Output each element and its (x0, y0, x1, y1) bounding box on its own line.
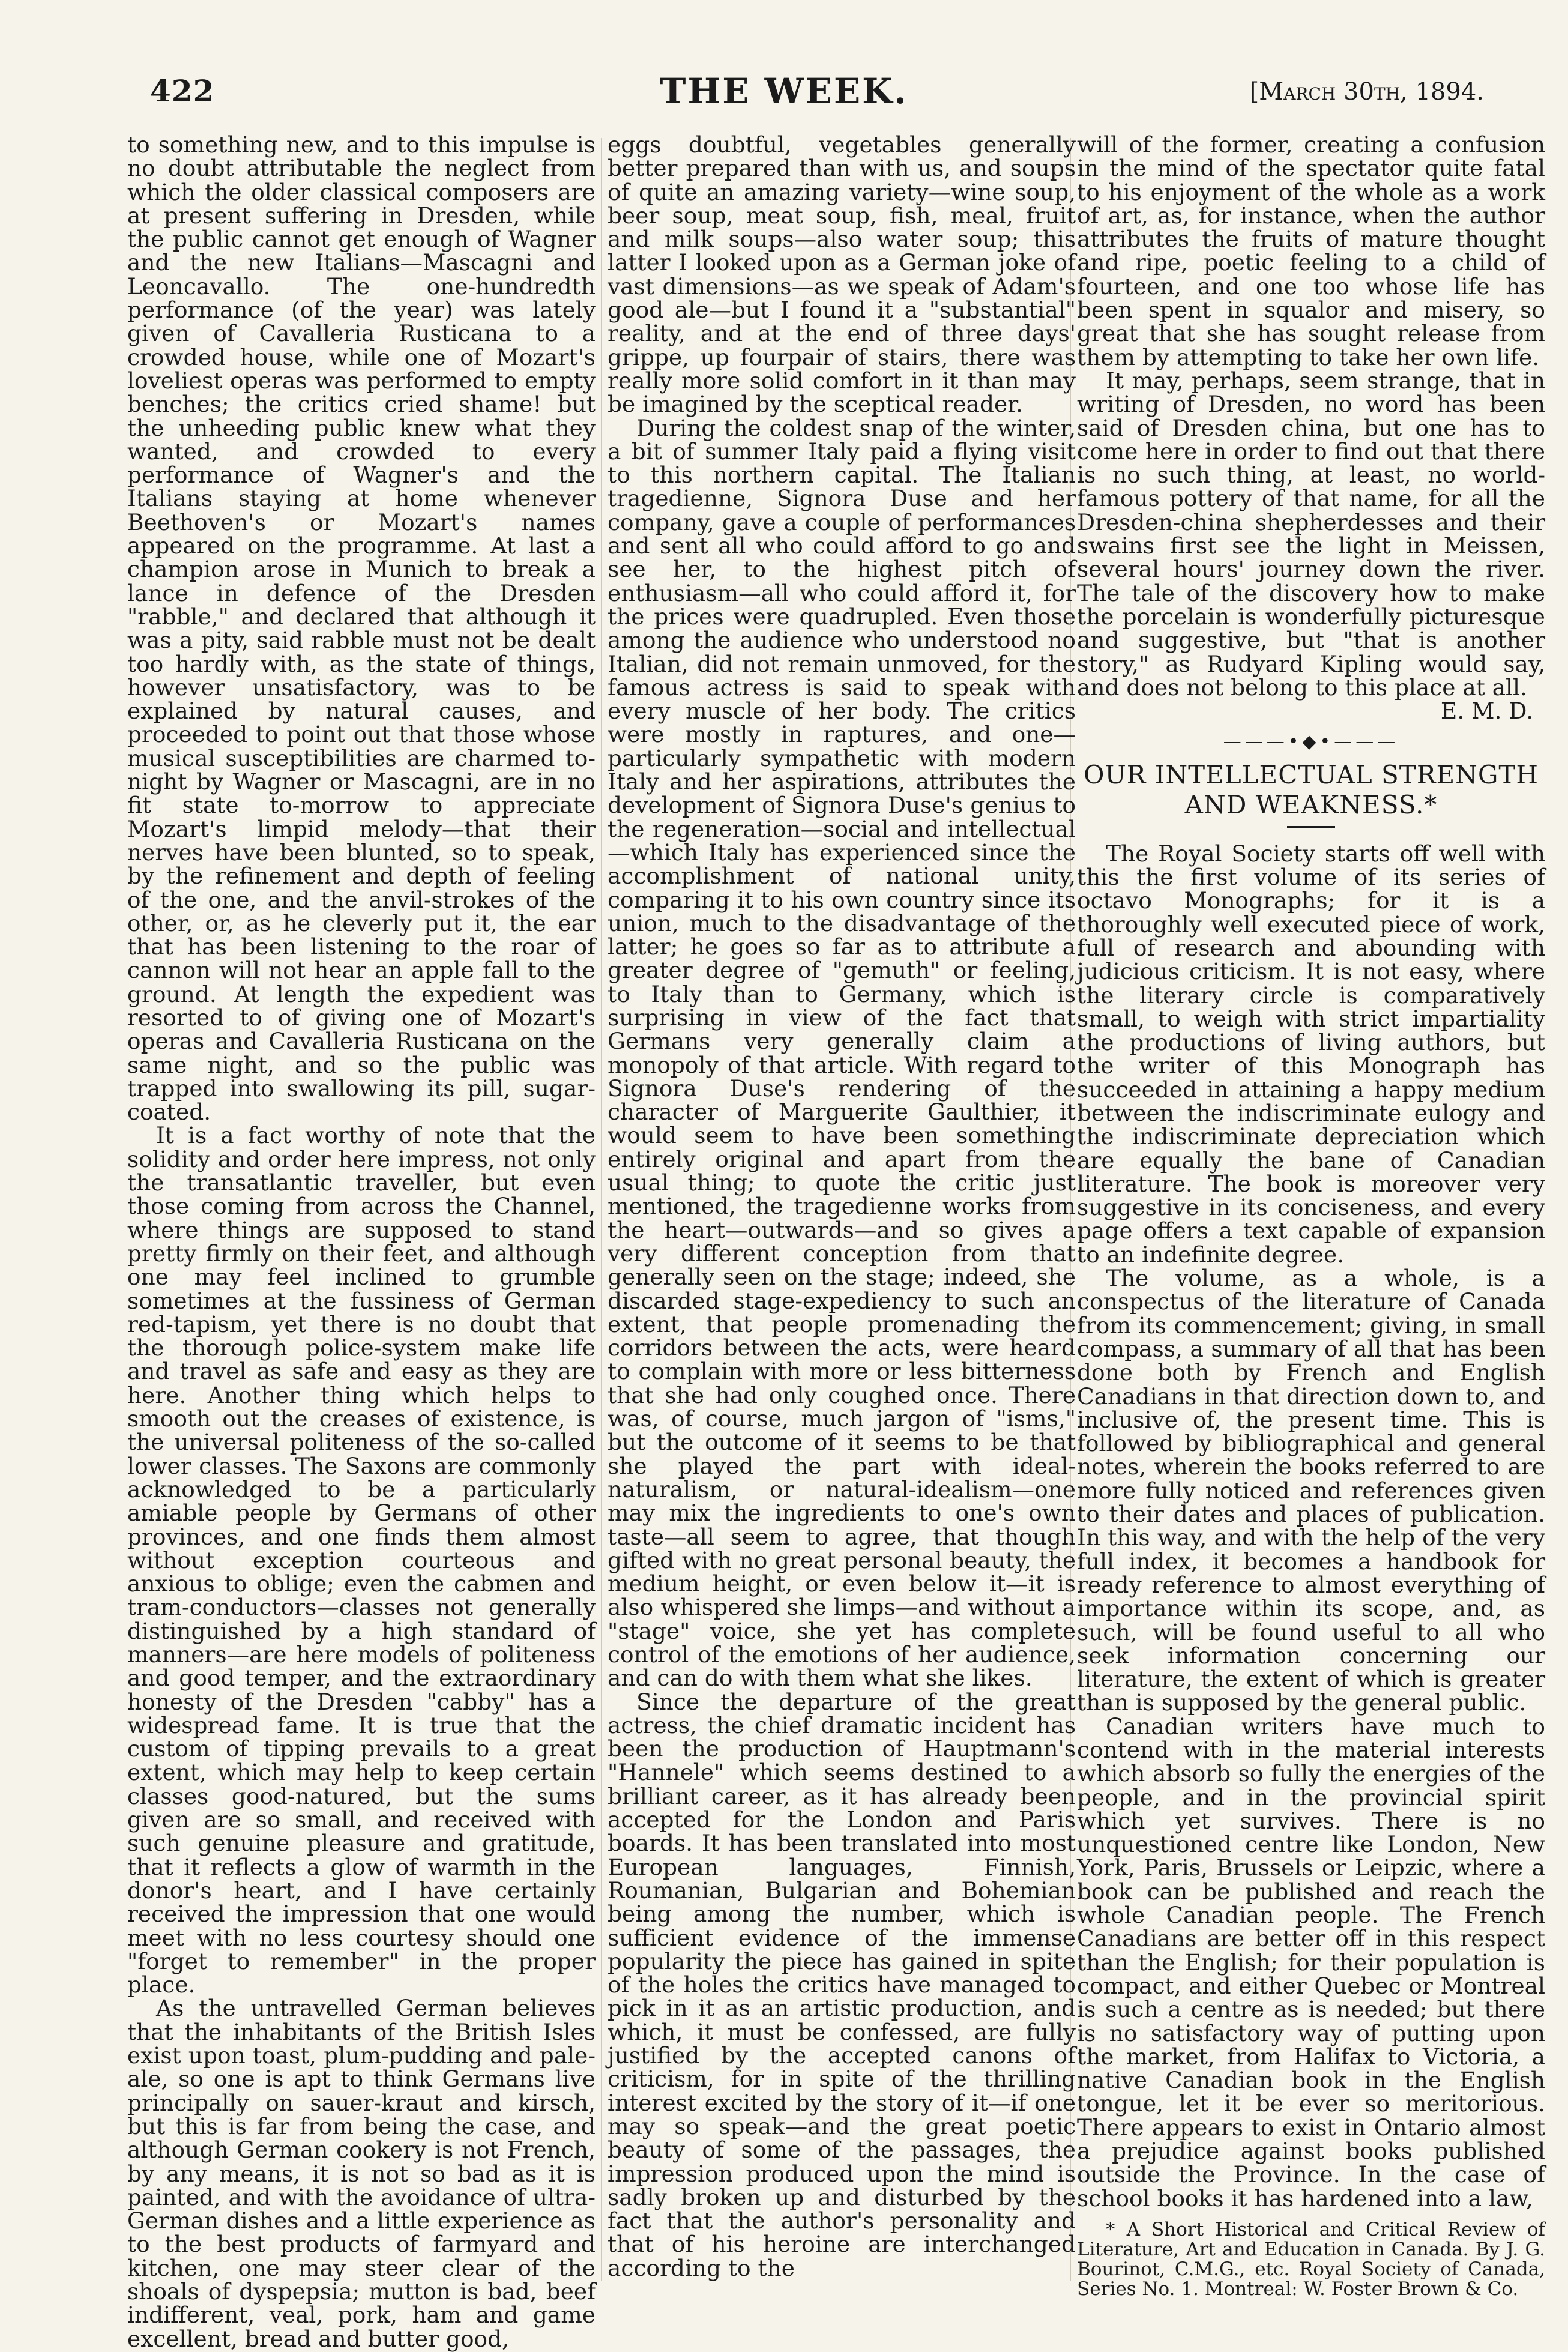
column-divider (601, 138, 602, 2281)
paragraph-politeness: It is a fact worthy of note that the solidity and order here impress, not only the transatlantic traveller, but even those coming from across the Channel, where things are supposed to stand pretty firmly on their feet, and although one may feel inclined to grumble sometimes at the fussiness of German red-tapism, yet there is no doubt that the thorough police-system make life and travel as safe and easy as they are here. Another thing which helps to smooth out the creases of existence, is the universal politeness of the so-called lower classes. The Saxons are commonly acknowledged to be a particularly amiable people by Germans of other provinces, and one finds them almost without exception courteous and anxious to oblige; even the cabmen and tram-conductors—classes not generally distinguished by a high standard of manners—are here models of politeness and good temper, and the extraordinary honesty of the Dresden "cabby" has a widespread fame. It is true that the custom of tipping prevails to a great extent, which may help to keep certain classes good-natured, but the sums given are so small, and received with such genuine pleasure and gratitude, that it reflects a glow of warmth in the donor's heart, and I have certainly received the impression that one would meet with no less courtesy should one "forget to remember" in the proper place. (127, 1122, 596, 1998)
paragraph-hannele: Since the departure of the great actress, the chief dramatic incident has been the production of Hauptmann's "Hannele" which seems destined to a brilliant career, as it has already been accepted for the London and Paris boards. It has been translated into most European languages, Finnish, Roumanian, Bulgarian and Bohemian being among the number, which is sufficient evidence of the immense popularity the piece has gained in spite of the holes the critics have managed to pick in it as an artistic production, and which, it must be confessed, are fully justified by the accepted canons of criticism, for in spite of the thrilling interest excited by the story of it—if one may so speak—and the great poetic beauty of some of the passages, the impression produced upon the mind is sadly broken up and disturbed by the fact that the author's personality and that of his heroine are interchanged according to the (608, 1688, 1076, 2281)
title-rule (1287, 826, 1335, 828)
paragraph-royal-society: The Royal Society starts off well with this the first volume of its series of octavo Monographs; for it is a thoroughly well executed piece of work, full of research and abounding with judicious criticism. It is not easy, where the literary circle is comparatively small, to weigh with strict impartiality the productions of living authors, but the writer of this Monograph has succeeded in attaining a happy medium between the indiscriminate eulogy and the indiscriminate depreciation which are equally the bane of Canadian literature. The book is moreover very suggestive in its conciseness, and every page offers a text capable of expansion to an indefinite degree. (1077, 840, 1545, 1268)
paragraph-conspectus: The volume, as a whole, is a conspectus of the literature of Canada from its commencement; giving, in small compass, a summary of all that has been done both by French and English Canadians in that direction down to, and inclusive of, the present time. This is followed by bibliographical and general notes, wherein the books referred to are more fully noticed and references given to their dates and places of publication. In this way, and with the help of the very full index, it becomes a handbook for ready reference to almost everything of importance within its scope, and, as such, will be found useful to all who seek information concerning our literature, the extent of which is greater than is supposed by the general public. (1077, 1265, 1545, 1716)
footnote: * A Short Historical and Critical Review of Literature, Art and Education in Canada. By J. G. Bourinot, C.M.G., etc. Royal Society of Canada, Series No. 1. Montreal: W. Foster Brown & Co. (1077, 2218, 1545, 2300)
page-header (0, 0, 1568, 120)
article-title: OUR INTELLECTUAL STRENGTH AND WEAKNESS.* (1083, 759, 1539, 819)
paragraph-canadian-writers: Canadian writers have much to contend with in the material interests which absorb so fully the energies of the people, and in the provincial spirit which yet survives. There is no unquestioned centre like London, New York, Paris, Brussels or Leipzic, where a book can be published and reach the whole Canadian people. The French Canadians are better off in this respect than the English; for their population is compact, and either Quebec or Montreal is such a centre as is needed; but there is no satisfactory way of putting upon the market, from Halifax to Victoria, a native Canadian book in the English tongue, let it be ever so meritorious. There appears to exist in Ontario almost a prejudice against books published outside the Province. In the case of school books it has hardened into a law, (1077, 1713, 1545, 2212)
running-title: THE WEEK. (660, 71, 908, 112)
section-ornament: ———•◆•——— (1223, 731, 1399, 753)
column-right (1077, 133, 1545, 2299)
paragraph-duse: During the coldest snap of the winter, a bit of summer Italy paid a flying visit to this northern capital. The Italian tragedienne, Signora Duse and her company, gave a couple of performances and sent all who could afford to go and see her, to the highest pitch of enthusiasm—all who could afford it, for the prices were quadrupled. Even those among the audience who understood no Italian, did not remain unmoved, for the famous actress is said to speak with every muscle of her body. The critics were mostly in raptures, and one—particularly sympathetic with modern Italy and her aspirations, attributes the development of Signora Duse's genius to the regeneration—social and intellectual—which Italy has experienced since the accomplishment of national unity, comparing it to his own country since its union, much to the disadvantage of the latter; he goes so far as to attribute a greater degree of "gemuth" or feeling, to Italy than to Germany, which is surprising in view of the fact that Germans very generally claim a monopoly of that article. With regard to Signora Duse's rendering of the character of Marguerite Gaulthier, it would seem to have been something entirely original and apart from the usual thing; to quote the critic just mentioned, the tragedienne works from the heart—outwards—and so gives a very different conception from that generally seen on the stage; indeed, she discarded stage-expediency to such an extent, that people promenading the corridors between the acts, were heard to complain with more or less bitterness that she had only coughed once. There was, of course, much jargon of "isms," but the outcome of it seems to be that she played the part with ideal-naturalism, or natural-idealism—one may mix the ingredients to one's own taste—all seem to agree, that though gifted with no great personal beauty, the medium height, or even below it—it is also whispered she limps—and without a "stage" voice, she yet has complete control of the emotions of her audience, and can do with them what she likes. (608, 414, 1076, 1692)
column-middle (608, 133, 1076, 2280)
paragraph-hannele-cont: will of the former, creating a confusion in the mind of the spectator quite fatal to his enjoyment of the whole as a work of art, as, for instance, when the author attributes the fruits of mature thought and ripe, poetic feeling to a child of fourteen, and one too whose life has been spent in squalor and misery, so great that she has sought release from them by attempting to take her own life. (1077, 131, 1545, 370)
paragraph-soups: eggs doubtful, vegetables generally better prepared than with us, and soups of quite an amazing variety—wine soup, beer soup, meat soup, fish, meal, fruit and milk soups—also water soup; this latter I looked upon as a German joke of vast dimensions—as we speak of Adam's good ale—but I found it a "substantial" reality, and at the end of three days' grippe, up fourpair of stairs, there was really more solid comfort in it than may be imagined by the sceptical reader. (608, 131, 1076, 418)
page-number: 422 (150, 73, 215, 109)
paragraph-dresden-china: It may, perhaps, seem strange, that in writing of Dresden, no word has been said of Dresden china, but one has to come here in order to find out that there is no such thing, at least, no world-famous pottery of that name, for all the Dresden-china shepherdesses and their swains first see the light in Meissen, several hours' journey down the river. The tale of the discovery how to make the porcelain is wonderfully picturesque and suggestive, but "that is another story," as Rudyard Kipling would say, and does not belong to this place at all. (1077, 367, 1545, 701)
paragraph-cookery: As the untravelled German believes that the inhabitants of the British Isles exist upon toast, plum-pudding and pale-ale, so one is apt to think Germans live principally on sauer-kraut and kirsch, but this is far from being the case, and although German cookery is not French, by any means, it is not so bad as it is painted, and with the avoidance of ultra-German dishes and a little experience as to the best products of farmyard and kitchen, one may steer clear of the shoals of dyspepsia; mutton is bad, beef indifferent, veal, pork, ham and game excellent, bread and butter good, (127, 1995, 596, 2352)
column-left (127, 133, 596, 2351)
paragraph-dresden-music: to something new, and to this impulse is no doubt attributable the neglect from which the older classical composers are at present suffering in Dresden, while the public cannot get enough of Wagner and the new Italians—Mascagni and Leoncavallo. The one-hundredth performance (of the year) was lately given of Cavalleria Rusticana to a crowded house, while one of Mozart's loveliest operas was performed to empty benches; the critics cried shame! but the unheeding public knew what they wanted, and crowded to every performance of Wagner's and the Italians staying at home whenever Beethoven's or Mozart's names appeared on the programme. At last a champion arose in Munich to break a lance in defence of the Dresden "rabble," and declared that although it was a pity, said rabble must not be dealt too hardly with, as the state of things, however unsatisfactory, was to be explained by natural causes, and proceeded to point out that those whose musical susceptibilities are charmed to-night by Wagner or Mascagni, are in no fit state to-morrow to appreciate Mozart's limpid melody—that their nerves have been blunted, so to speak, by the refinement and depth of feeling of the one, and the anvil-strokes of the other, or, as he cleverly put it, the ear that has been listening to the roar of cannon will not hear an apple fall to the ground. At length the expedient was resorted to of giving one of Mozart's operas and Cavalleria Rusticana on the same night, and so the public was trapped into swallowing its pill, sugar-coated. (127, 131, 596, 1126)
issue-date: [March 30th, 1894. (1249, 78, 1484, 106)
author-signature: E. M. D. (1440, 698, 1533, 725)
